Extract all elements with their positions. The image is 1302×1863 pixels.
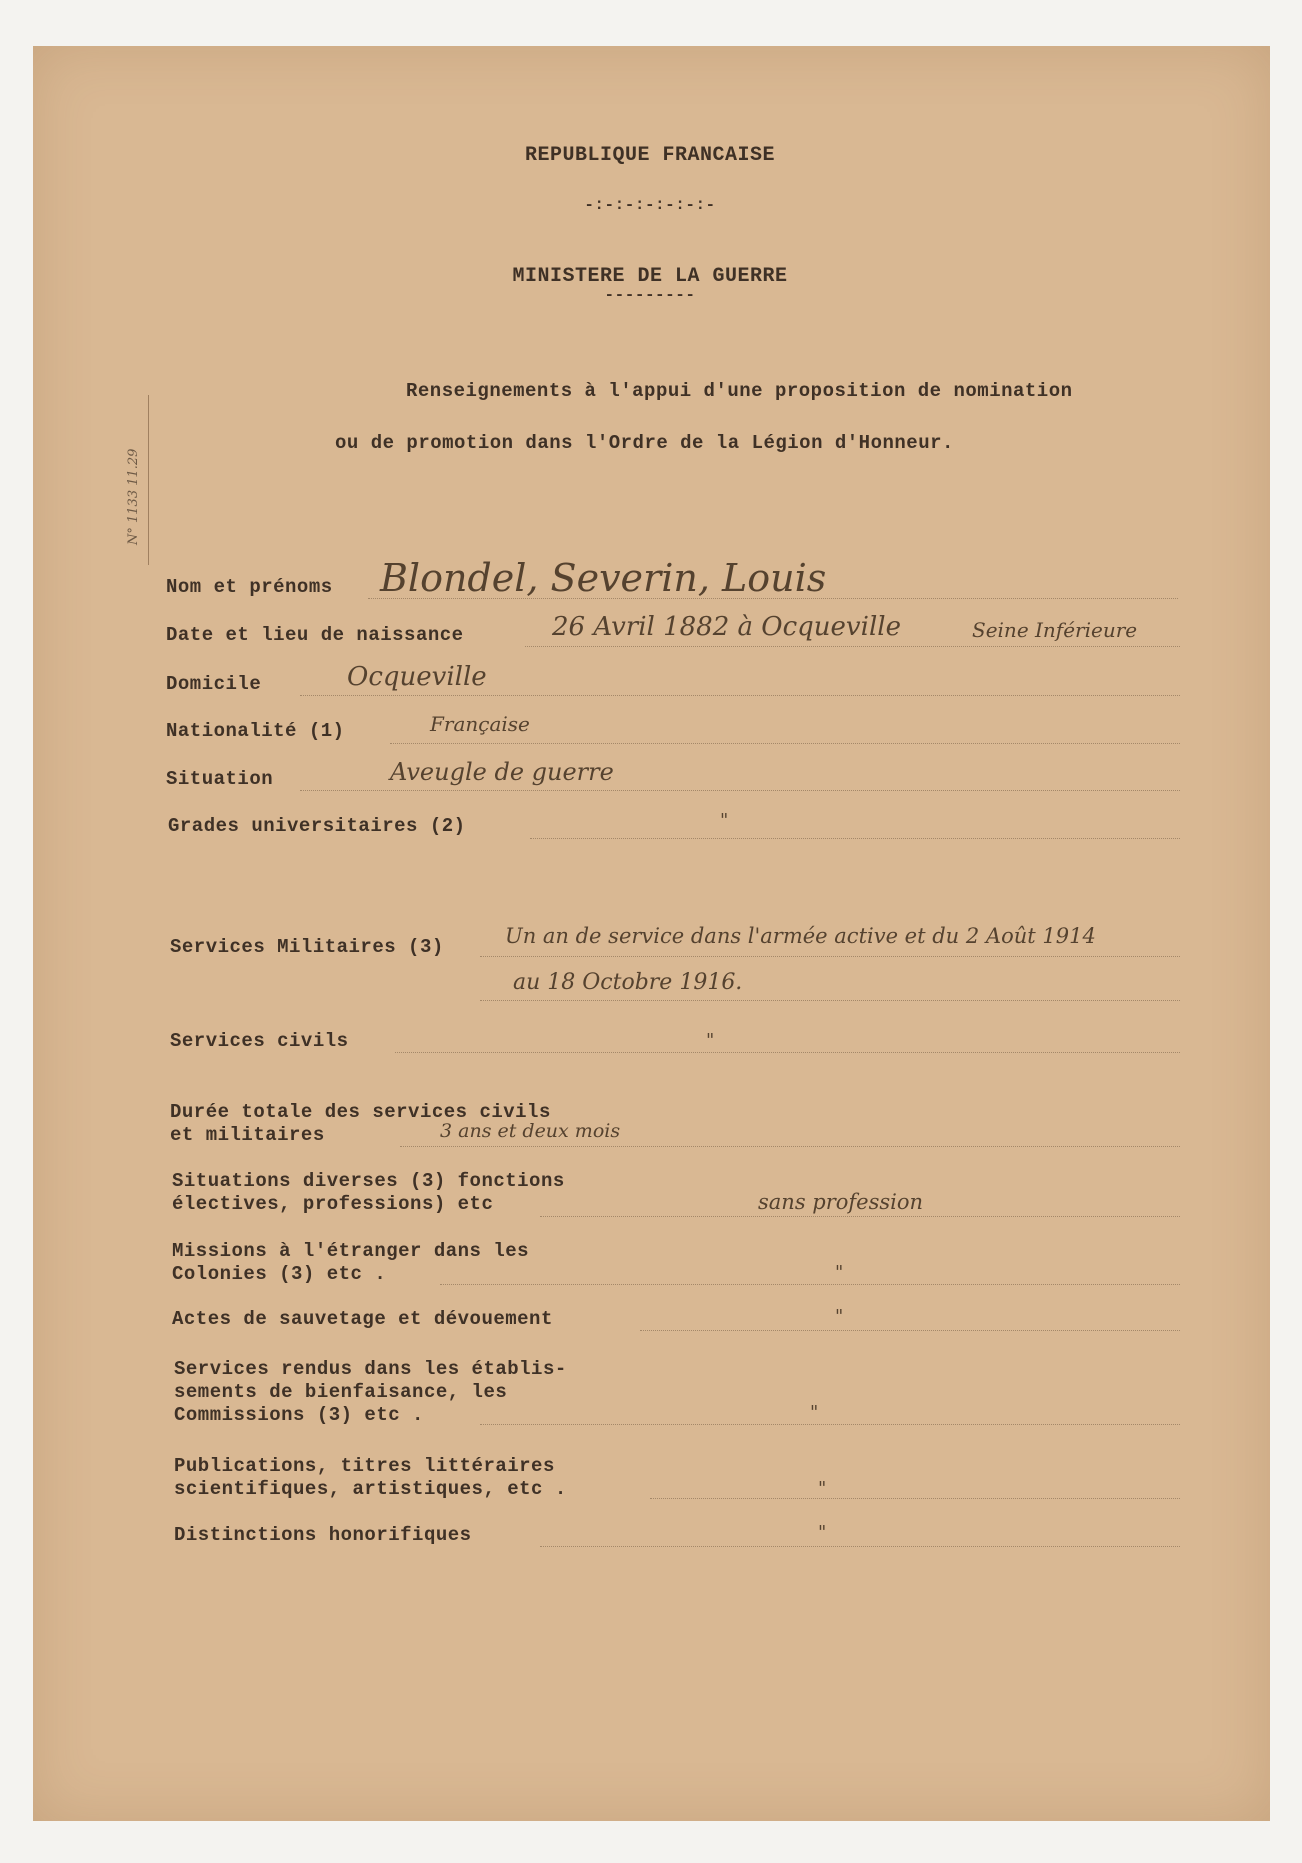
rule-duree (400, 1146, 1180, 1147)
rule-nationalite (390, 743, 1180, 744)
rule-civils (395, 1052, 1180, 1053)
label-missions-2: Colonies (3) etc . (172, 1263, 387, 1285)
label-sauvetage: Actes de sauvetage et dévouement (172, 1308, 553, 1330)
label-situations-2: électives, professions) etc (172, 1193, 494, 1215)
rule-rendus (480, 1424, 1180, 1425)
rule-situation (300, 790, 1180, 791)
value-duree: 3 ans et deux mois (440, 1120, 621, 1142)
label-missions-1: Missions à l'étranger dans les (172, 1240, 530, 1262)
label-militaires: Services Militaires (3) (170, 936, 444, 958)
value-naissance: 26 Avril 1882 à Ocqueville (552, 612, 901, 642)
label-naissance: Date et lieu de naissance (166, 624, 464, 646)
value-civils: " (706, 1030, 715, 1051)
rule-militaires-2 (480, 1000, 1180, 1001)
label-rendus-2: sements de bienfaisance, les (174, 1381, 508, 1403)
ministry-underline: --------- (604, 286, 696, 304)
label-publications-2: scientifiques, artistiques, etc . (174, 1478, 567, 1500)
label-rendus-1: Services rendus dans les établis- (174, 1358, 567, 1380)
label-situation: Situation (166, 768, 274, 790)
value-rendus: " (810, 1402, 819, 1423)
value-publications: " (818, 1478, 827, 1499)
republic-heading: REPUBLIQUE FRANCAISE (524, 144, 776, 167)
rule-missions (440, 1284, 1180, 1285)
rule-situations (540, 1216, 1180, 1217)
value-distinctions: " (818, 1522, 827, 1543)
rule-naissance (525, 646, 1180, 647)
header-separator: -:-:-:-:-:-:- (584, 196, 716, 214)
label-nationalite: Nationalité (1) (166, 720, 345, 742)
value-missions: " (835, 1262, 844, 1283)
value-nom: Blondel, Severin, Louis (380, 556, 827, 600)
label-distinctions: Distinctions honorifiques (174, 1524, 472, 1546)
value-naissance-departement: Seine Inférieure (972, 618, 1138, 642)
value-grades: " (720, 810, 729, 831)
label-duree-2: et militaires (170, 1124, 325, 1146)
rule-militaires (480, 956, 1180, 957)
rule-distinctions (540, 1546, 1180, 1547)
value-situations: sans profession (758, 1190, 924, 1214)
label-nom: Nom et prénoms (166, 576, 333, 598)
margin-note: N° 1133 11.29 (126, 448, 141, 545)
rule-domicile (300, 695, 1180, 696)
value-militaires: Un an de service dans l'armée active et du 2 Août 1914 (505, 924, 1096, 948)
rule-grades (530, 838, 1180, 839)
label-civils: Services civils (170, 1030, 349, 1052)
rule-publications (650, 1498, 1180, 1499)
margin-rule (148, 395, 149, 565)
label-grades: Grades universitaires (2) (168, 815, 466, 837)
label-situations-1: Situations diverses (3) fonctions (172, 1170, 565, 1192)
label-duree-1: Durée totale des services civils (170, 1101, 551, 1123)
label-rendus-3: Commissions (3) etc . (174, 1404, 424, 1426)
value-militaires-suite: au 18 Octobre 1916. (513, 970, 743, 995)
intro-line-1: Renseignements à l'appui d'une proposition de nomination (406, 380, 1073, 402)
rule-sauvetage (640, 1330, 1180, 1331)
value-nationalite: Française (430, 712, 530, 736)
label-domicile: Domicile (166, 673, 262, 695)
label-publications-1: Publications, titres littéraires (174, 1455, 555, 1477)
intro-line-2: ou de promotion dans l'Ordre de la Légion d'Honneur. (335, 432, 954, 454)
rule-nom (368, 598, 1178, 599)
ministry-heading: MINISTERE DE LA GUERRE (512, 265, 788, 288)
value-domicile: Ocqueville (347, 662, 487, 692)
value-situation: Aveugle de guerre (390, 758, 614, 786)
value-sauvetage: " (835, 1306, 844, 1327)
